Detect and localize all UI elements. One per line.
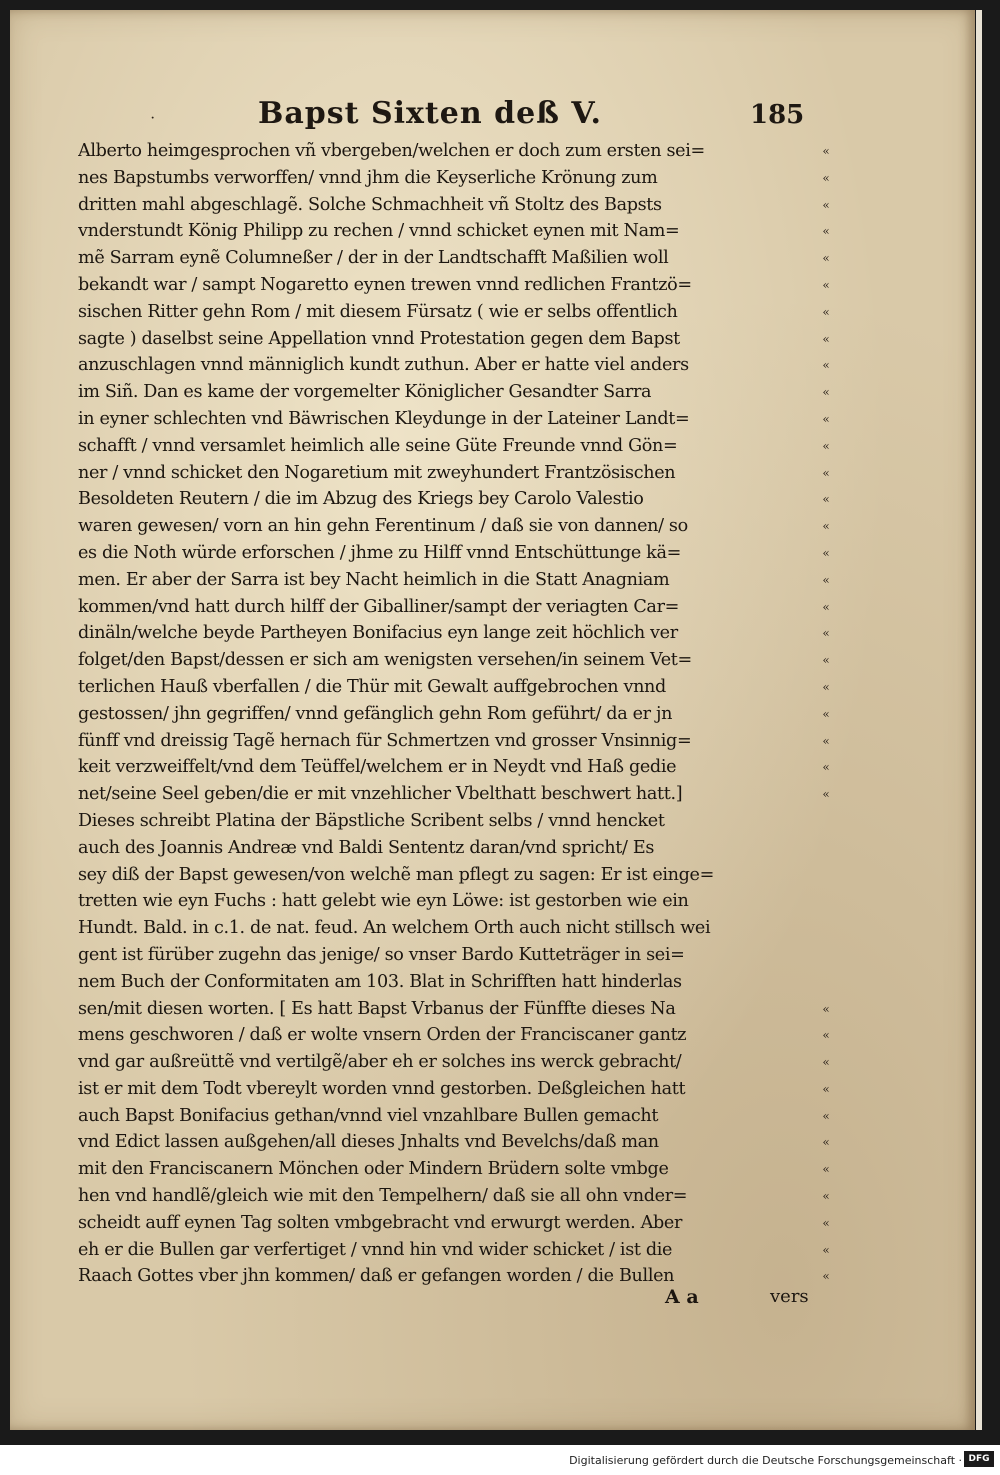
text-line: nes Bapstumbs verworffen/ vnnd jhm die Keyserliche Krönung zum — [78, 167, 658, 188]
text-line: mit den Franciscanern Mönchen oder Mindern Brüdern solte vmbge — [78, 1159, 669, 1180]
quote-mark: « — [822, 626, 830, 641]
text-line: net/seine Seel geben/die er mit vnzehlicher Vbelthatt beschwert hatt.] — [78, 784, 683, 805]
text-line: mẽ Sarram eynẽ Columneßer / der in der Landtschafft Maßilien woll — [78, 248, 669, 269]
quote-mark — [813, 969, 839, 996]
quote-mark: « — [822, 492, 830, 507]
text-line: kommen/vnd hatt durch hilff der Giballiner/sampt der veriagten Car= — [78, 596, 680, 617]
text-line: Besoldeten Reutern / die im Abzug des Kriegs bey Carolo Valestio — [78, 489, 644, 510]
quote-mark: « — [822, 170, 830, 185]
text-line: vnderstundt König Philipp zu rechen / vnnd schicket eynen mit Nam= — [78, 221, 680, 242]
text-line: men. Er aber der Sarra ist bey Nacht heimlich in die Statt Anagniam — [78, 569, 670, 590]
text-line: dritten mahl abgeschlagẽ. Solche Schmachheit vñ Stoltz des Bapsts — [78, 194, 662, 215]
text-line: nem Buch der Conformitaten am 103. Blat in Schrifften hatt hinderlas — [78, 971, 682, 992]
quote-mark: « — [822, 1189, 830, 1204]
text-line: folget/den Bapst/dessen er sich am wenigsten versehen/in seinem Vet= — [78, 650, 692, 671]
text-line: terlichen Hauß vberfallen / die Thür mit Gewalt auffgebrochen vnnd — [78, 676, 666, 697]
quote-mark: « — [822, 1001, 830, 1016]
text-line: Dieses schreibt Platina der Bäpstliche Scribent selbs / vnnd hencket — [78, 810, 665, 831]
quote-mark: « — [822, 733, 830, 748]
text-line: eh er die Bullen gar verfertiget / vnnd hin vnd wider schicket / ist die — [78, 1239, 673, 1260]
catchword: vers — [770, 1286, 809, 1307]
quote-mark: « — [822, 1269, 830, 1284]
text-line: in eyner schlechten vnd Bäwrischen Kleydunge in der Lateiner Landt= — [78, 408, 690, 429]
quote-mark: « — [822, 760, 830, 775]
quote-mark — [813, 888, 839, 915]
quote-mark — [813, 942, 839, 969]
quote-mark: « — [822, 1081, 830, 1096]
quote-mark: « — [822, 144, 830, 158]
quote-mark: « — [822, 331, 830, 346]
quote-mark: « — [822, 1135, 830, 1150]
quote-mark: « — [822, 1162, 830, 1177]
quote-mark — [813, 835, 839, 862]
quote-mark: « — [822, 706, 830, 721]
quote-mark: « — [822, 572, 830, 587]
text-line: hen vnd handlẽ/gleich wie mit den Tempelhern/ daß sie all ohn vnder= — [78, 1186, 688, 1207]
text-line: fünff vnd dreissig Tagẽ hernach für Schmertzen vnd grosser Vnsinnig= — [78, 730, 692, 751]
text-line: sagte ) daselbst seine Appellation vnnd Protestation gegen dem Bapst — [78, 328, 680, 349]
text-line: Alberto heimgesprochen vñ vbergeben/welchen er doch zum ersten sei= — [78, 141, 705, 161]
text-line: dinäln/welche beyde Partheyen Bonifacius eyn lange zeit höchlich ver — [78, 623, 678, 644]
text-line: Hundt. Bald. in c.1. de nat. feud. An welchem Orth auch nicht stillsch wei — [78, 918, 711, 939]
signature-mark: A a — [665, 1286, 699, 1308]
marginal-quote-marks — [813, 138, 839, 1290]
text-line: vnd Edict lassen außgehen/all dieses Jnhalts vnd Bevelchs/daß man — [78, 1132, 659, 1153]
quote-mark: « — [822, 358, 830, 373]
quote-mark: « — [822, 385, 830, 400]
text-line: schafft / vnnd versamlet heimlich alle seine Güte Freunde vnnd Gön= — [78, 435, 678, 456]
text-line: anzuschlagen vnnd männiglich kundt zuthun. Aber er hatte viel anders — [78, 355, 689, 376]
quote-mark: « — [822, 277, 830, 292]
quote-mark — [813, 915, 839, 942]
quote-mark: « — [822, 1242, 830, 1257]
quote-mark: « — [822, 519, 830, 534]
text-line: auch Bapst Bonifacius gethan/vnnd viel vnzahlbare Bullen gemacht — [78, 1105, 659, 1126]
quote-mark: « — [822, 679, 830, 694]
text-line: im Siñ. Dan es kame der vorgemelter Königlicher Gesandter Sarra — [78, 382, 652, 403]
page-edge — [976, 10, 982, 1430]
text-line: scheidt auff eynen Tag solten vmbgebracht vnd erwurgt werden. Aber — [78, 1212, 683, 1233]
book-page — [10, 10, 975, 1430]
quote-mark: « — [822, 304, 830, 319]
text-line: vnd gar außreüttẽ vnd vertilgẽ/aber eh er solches ins werck gebracht/ — [78, 1052, 682, 1073]
dfg-logo: DFG — [964, 1451, 994, 1467]
quote-mark: « — [822, 438, 830, 453]
text-line: sen/mit diesen worten. [ Es hatt Bapst Vrbanus der Fünffte dieses Na — [78, 998, 676, 1019]
quote-mark: « — [822, 197, 830, 212]
text-line: gestossen/ jhn gegriffen/ vnnd gefänglich gehn Rom geführt/ da er jn — [78, 703, 673, 724]
quote-mark — [813, 808, 839, 835]
quote-mark: « — [822, 1055, 830, 1070]
quote-mark: « — [822, 465, 830, 480]
quote-mark: « — [822, 251, 830, 266]
text-line: ist er mit dem Todt vbereylt worden vnnd gestorben. Deßgleichen hatt — [78, 1078, 686, 1099]
quote-mark: « — [822, 224, 830, 239]
quote-mark: « — [822, 1215, 830, 1230]
text-line: gent ist fürüber zugehn das jenige/ so vnser Bardo Kutteträger in sei= — [78, 944, 685, 965]
text-line: es die Noth würde erforschen / jhme zu Hilff vnnd Entschüttunge kä= — [78, 542, 682, 563]
page-header — [10, 96, 975, 136]
digitization-credit: Digitalisierung gefördert durch die Deutsche Forschungsgemeinschaft · — [569, 1454, 962, 1467]
text-line: ner / vnnd schicket den Nogaretium mit zweyhundert Frantzösischen — [78, 462, 676, 483]
quote-mark — [813, 862, 839, 889]
text-line: Raach Gottes vber jhn kommen/ daß er gefangen worden / die Bullen — [78, 1266, 675, 1287]
text-line: sey diß der Bapst gewesen/von welchẽ man pflegt zu sagen: Er ist einge= — [78, 864, 715, 885]
text-line: waren gewesen/ vorn an hin gehn Ferentinum / daß sie von dannen/ so — [78, 516, 688, 537]
page-number: 185 — [750, 100, 805, 130]
text-line: tretten wie eyn Fuchs : hatt gelebt wie eyn Löwe: ist gestorben wie ein — [78, 891, 689, 912]
header-dot: · — [150, 110, 156, 127]
body-text — [78, 138, 813, 1290]
quote-mark: « — [822, 787, 830, 802]
quote-mark: « — [822, 411, 830, 426]
text-line: bekandt war / sampt Nogaretto eynen trewen vnnd redlichen Frantzö= — [78, 274, 692, 295]
quote-mark: « — [822, 653, 830, 668]
text-line: sischen Ritter gehn Rom / mit diesem Fürsatz ( wie er selbs offentlich — [78, 301, 678, 322]
quote-mark: « — [822, 545, 830, 560]
quote-mark: « — [822, 599, 830, 614]
quote-mark: « — [822, 1028, 830, 1043]
quote-mark: « — [822, 1108, 830, 1123]
running-head: Bapst Sixten deß V. — [258, 96, 602, 131]
text-line: auch des Joannis Andreæ vnd Baldi Sententz daran/vnd spricht/ Es — [78, 837, 654, 858]
text-line: mens geschworen / daß er wolte vnsern Orden der Franciscaner gantz — [78, 1025, 687, 1046]
text-line: keit verzweiffelt/vnd dem Teüffel/welchem er in Neydt vnd Haß gedie — [78, 757, 677, 778]
